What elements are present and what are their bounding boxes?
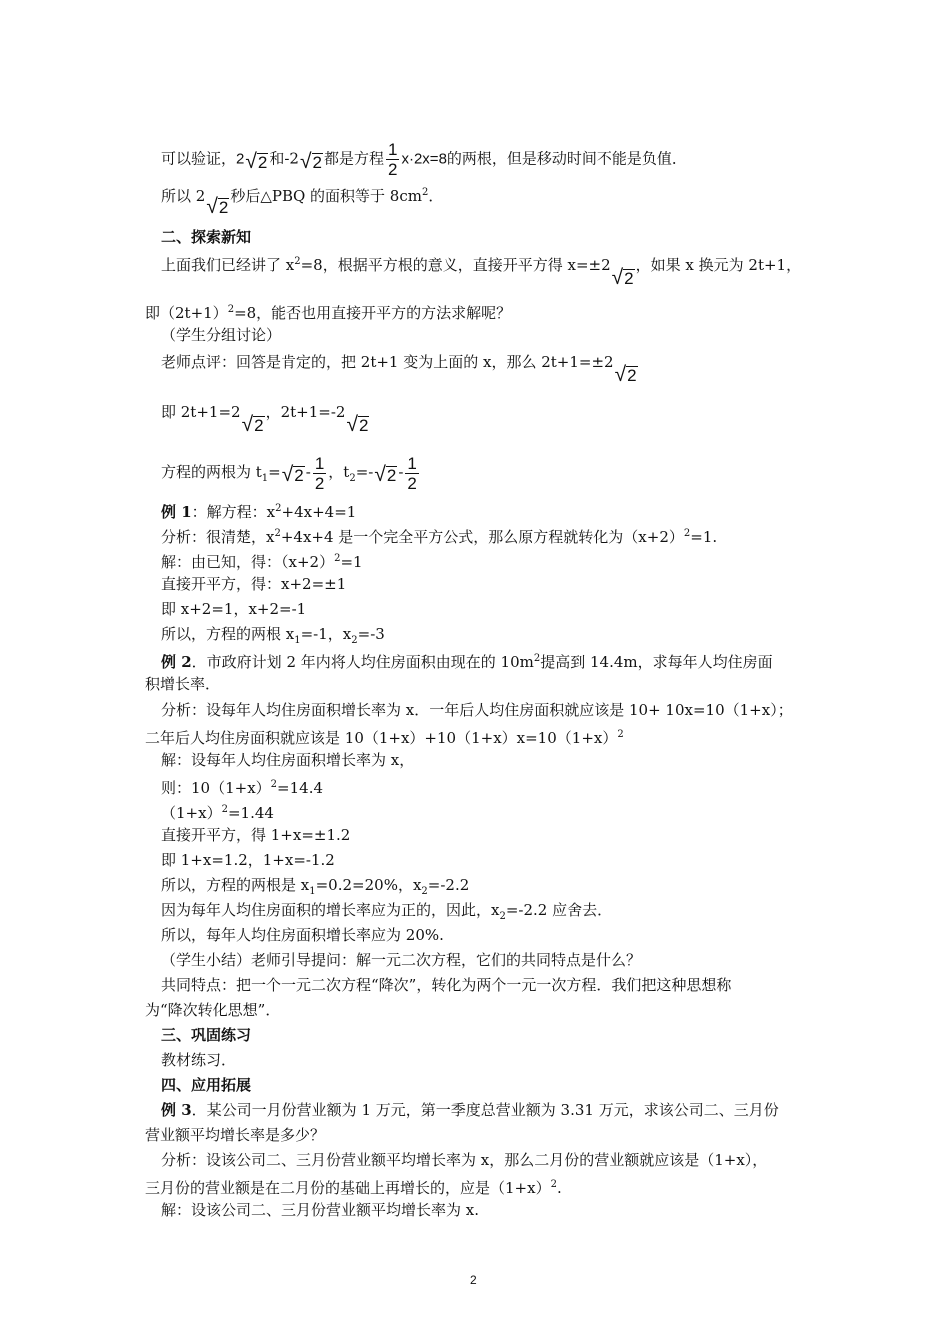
text-line: 为“降次转化思想”．	[145, 1001, 281, 1019]
text-line: 分析：设该公司二、三月份营业额平均增长率为 x，那么二月份的营业额就应该是（1+x），	[161, 1151, 768, 1169]
sqrt-expression: √ 2	[281, 463, 304, 486]
example-line: 例 3．某公司一月份营业额为 1 万元，第一季度总营业额为 3.31 万元，求该公司二、三月份	[161, 1101, 779, 1119]
page-number: 2	[470, 1273, 477, 1287]
text-line: 即$(2t+1)^2=8$，能否也用直接开平方的方法求解呢？	[145, 304, 512, 322]
sqrt-expression: √ 2	[614, 363, 637, 386]
text-line: 直接开平方，得 1+x=±1.2	[161, 826, 351, 844]
text-line: 因为每年人均住房面积的增长率应为正的，因此，$x_2=-2.2$ 应舍去．	[161, 901, 613, 922]
text-line: 直接开平方，得：x+2=±1	[161, 575, 347, 593]
text-line: （学生小结）老师引导提问：解一元二次方程，它们的共同特点是什么？	[161, 951, 642, 969]
text-line: 所以 2 √ 2 秒后△PBQ 的面积等于 $8cm^2$．	[161, 187, 444, 218]
sqrt-expression: √ 2	[241, 413, 264, 436]
text-line: 共同特点：把一个一元二次方程“降次”，转化为两个一元一次方程．我们把这种思想称	[161, 976, 732, 994]
text-line: 二年后人均住房面积就应该是 $10(1+x)+10(1+x)x=10(1+x)^2$	[145, 729, 624, 747]
fraction: $\frac{1}{2}$	[314, 453, 325, 493]
section-heading: 三、巩固练习	[161, 1026, 252, 1044]
example-line: 例 1：解方程：$x^2+4x+4=1$	[161, 503, 357, 521]
sqrt-expression: √ 2	[374, 463, 397, 486]
text-line: 方程的两根为 $t_1=$ √ 2 - $\frac{1}{2}$ ，$t_2=-$ √ 2 - $\frac{1}{2}$	[161, 453, 417, 493]
text-line: 老师点评：回答是肯定的，把 2t+1 变为上面的 x，那么 2t+1=±2 √ 2	[161, 353, 637, 386]
section-heading: 四、应用拓展	[161, 1076, 252, 1094]
text-line: 营业额平均增长率是多少？	[145, 1126, 326, 1144]
text-line: 即 1+x=1.2，1+x=-1.2	[161, 851, 335, 869]
text-line: 解：由已知，得：$(x+2)^2=1$	[161, 553, 363, 571]
sqrt-expression: √ 2	[299, 149, 322, 173]
text-line: 所以，每年人均住房面积增长率应为 20%.	[161, 926, 444, 944]
text-line: 所以，方程的两根 $x_1=-1$，$x_2=-3$	[161, 625, 385, 646]
text-line: 可以验证，2 √ 2 和-2 √ 2 都是方程 $\frac{1}{2}$ x·2x=8的两根，但是移动时间不能是负值．	[161, 140, 687, 179]
text-line: 所以，方程的两根是 $x_1=0.2=20\%$，$x_2=-2.2$	[161, 876, 470, 897]
sqrt-expression: √ 2	[611, 266, 634, 289]
section-heading: 二、探索新知	[161, 228, 252, 246]
text-line: 则：$10(1+x)^2=14.4$	[161, 779, 324, 797]
text-line: （学生分组讨论）	[161, 326, 282, 344]
text-line: 三月份的营业额是在二月份的基础上再增长的，应是$(1+x)^2$.	[145, 1179, 562, 1197]
text-line: 积增长率．	[145, 675, 221, 693]
text-line: 即 x+2=1，x+2=-1	[161, 600, 307, 618]
fraction: $\frac{1}{2}$	[388, 140, 398, 179]
sqrt-expression: √ 2	[206, 195, 229, 218]
example-line: 例 2．市政府计划 2 年内将人均住房面积由现在的 $10m^2$提高到 14.4m，求每年人均住房面	[161, 653, 773, 671]
text-line: 即 2t+1=2 √ 2 ，2t+1=-2 √ 2	[161, 403, 369, 436]
sqrt-expression: √ 2	[245, 149, 268, 173]
text-line: 分析：设每年人均住房面积增长率为 x．一年后人均住房面积就应该是 10+ 10x=10（1+x）；	[161, 701, 793, 719]
text-line: 上面我们已经讲了 $x^2=8$，根据平方根的意义，直接开平方得 x=±2 √ 2 ，如果 x 换元为 2t+1，	[161, 256, 802, 289]
text-line: 分析：很清楚，$x^2+4x+4$ 是一个完全平方公式，那么原方程就转化为$(x+2)^2=1$.	[161, 528, 718, 546]
text-line: $(1+x)^2=1.44$	[161, 804, 274, 822]
text-line: 教材练习．	[161, 1051, 237, 1069]
text-line: 解：设该公司二、三月份营业额平均增长率为 x.	[161, 1201, 479, 1219]
fraction: $\frac{1}{2}$	[407, 453, 417, 493]
text-line: 解：设每年人均住房面积增长率为 x，	[161, 751, 415, 769]
sqrt-expression: √ 2	[346, 413, 369, 436]
